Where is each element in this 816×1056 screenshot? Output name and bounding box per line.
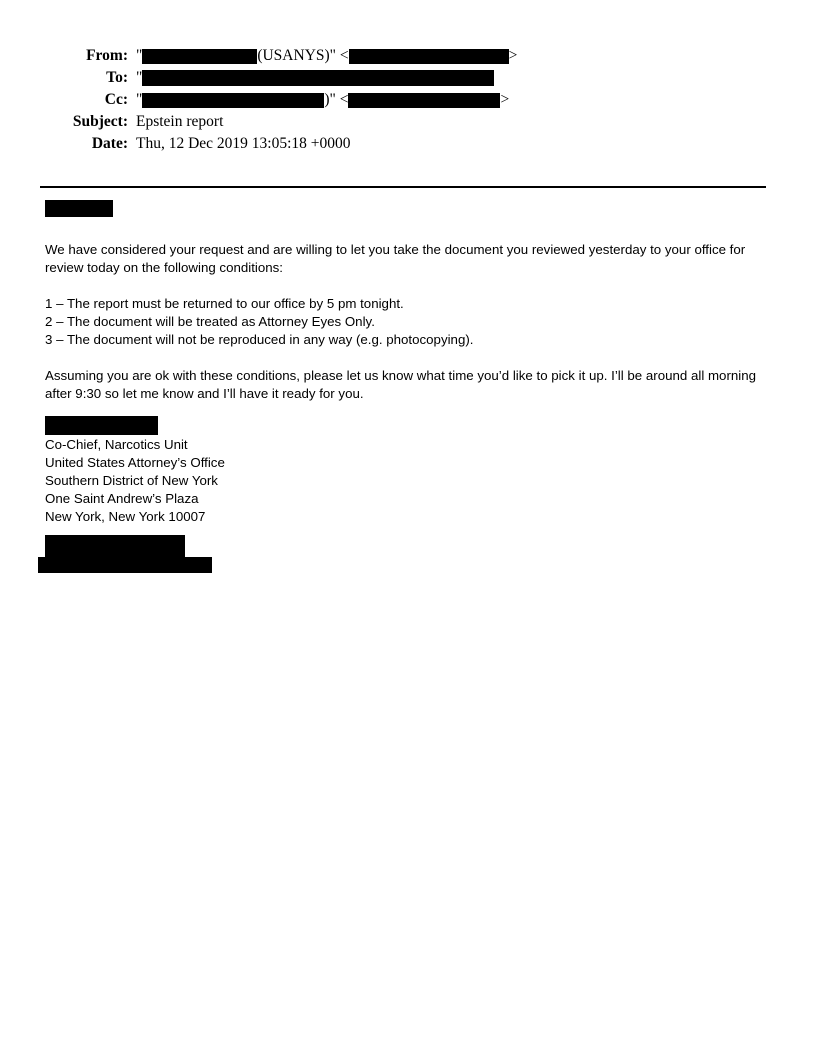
date-value: Thu, 12 Dec 2019 13:05:18 +0000 — [136, 135, 351, 152]
header-row-subject — [40, 112, 780, 134]
header-row-cc — [40, 90, 780, 112]
header-body-divider — [40, 186, 766, 188]
email-body — [45, 200, 765, 421]
header-row-to — [40, 68, 780, 90]
cc-value — [136, 90, 780, 110]
cc-bracket-close: > — [500, 91, 510, 108]
cc-visible-text: )" — [324, 91, 336, 108]
header-row-date — [40, 134, 780, 156]
body-paragraph-2: Assuming you are ok with these conditions, please let us know what time you’d like to pick it up. I’ll be around all morning after 9:30 so let me know and I’ll have it ready for you. — [45, 368, 757, 401]
to-value — [136, 68, 780, 88]
redaction-bar-signature-name — [45, 416, 158, 435]
condition-item-3: 3 – The document will not be reproduced in any way (e.g. photocopying). — [45, 332, 474, 347]
subject-label: Subject: — [72, 113, 128, 130]
signature-block — [45, 416, 225, 573]
redaction-bar-to — [142, 70, 494, 86]
redaction-bar-from-address — [349, 49, 509, 64]
redaction-bar-cc-address — [348, 93, 500, 108]
redaction-bar-cc-name — [142, 93, 324, 108]
signature-organization: United States Attorney’s Office — [45, 455, 225, 470]
from-bracket-close: > — [508, 47, 518, 64]
from-value — [136, 46, 780, 66]
cc-bracket-open: < — [339, 91, 349, 108]
condition-item-2: 2 – The document will be treated as Attorney Eyes Only. — [45, 314, 375, 329]
date-label: Date: — [91, 135, 128, 152]
signature-district: Southern District of New York — [45, 473, 218, 488]
cc-label: Cc: — [104, 91, 128, 108]
to-open-quote: " — [136, 69, 143, 86]
from-bracket-open: < — [339, 47, 349, 64]
redaction-bar-salutation — [45, 200, 113, 217]
header-row-from — [40, 46, 780, 68]
cc-open-quote: " — [136, 91, 143, 108]
signature-city-state-zip: New York, New York 10007 — [45, 509, 206, 524]
redaction-bar-signature-contact-1 — [45, 535, 185, 557]
conditions-list — [45, 295, 765, 349]
condition-item-1: 1 – The report must be returned to our office by 5 pm tonight. — [45, 296, 404, 311]
from-label: From: — [86, 47, 128, 64]
to-label: To: — [106, 69, 128, 86]
redaction-bar-signature-contact-2 — [38, 557, 212, 573]
signature-address: One Saint Andrew’s Plaza — [45, 491, 199, 506]
signature-title: Co-Chief, Narcotics Unit — [45, 437, 188, 452]
from-visible-text: (USANYS)" — [257, 47, 336, 64]
redaction-bar-from-name — [142, 49, 257, 64]
from-open-quote: " — [136, 47, 143, 64]
email-header — [40, 46, 780, 156]
body-paragraph-1: We have considered your request and are willing to let you take the document you reviewed yesterday to your office for review today on the following conditions: — [45, 242, 746, 275]
subject-value: Epstein report — [136, 113, 224, 130]
